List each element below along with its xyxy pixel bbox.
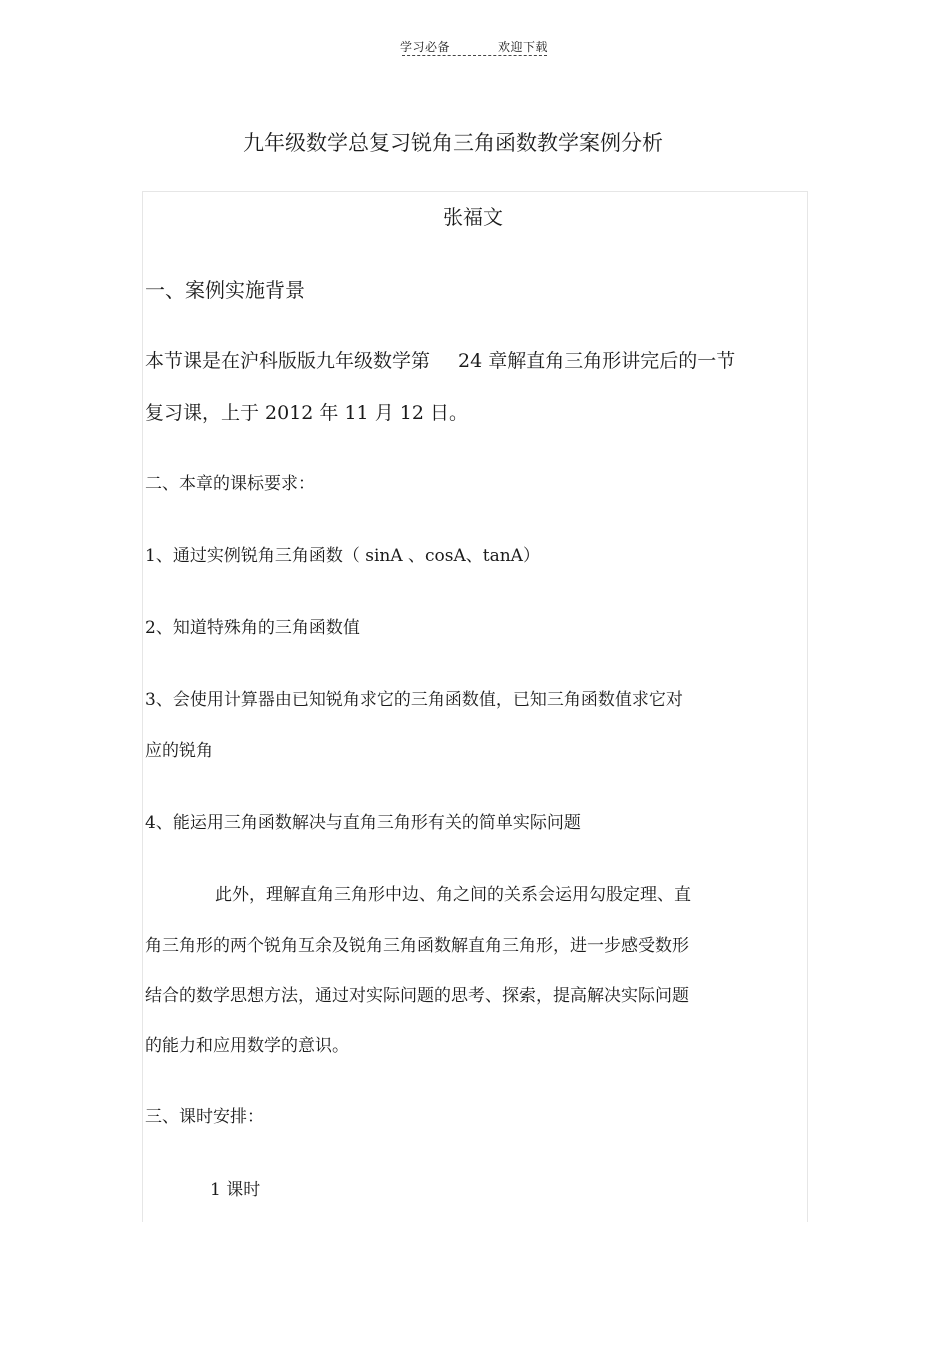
- section-heading-background: 一、案例实施背景: [145, 278, 305, 302]
- document-title: 九年级数学总复习锐角三角函数教学案例分析: [243, 131, 663, 155]
- header-right-text: 欢迎下载: [498, 40, 549, 54]
- requirement-item-3-line-1: 3、会使用计算器由已知锐角求它的三角函数值，已知三角函数值求它对: [145, 690, 683, 710]
- supplement-paragraph-line-1: 此外，理解直角三角形中边、角之间的关系会运用勾股定理、直: [215, 885, 691, 905]
- header-left-text: 学习必备: [400, 40, 451, 54]
- requirement-item-2: 2、知道特殊角的三角函数值: [145, 618, 360, 638]
- schedule-value: 1 课时: [210, 1180, 261, 1200]
- supplement-paragraph-line-4: 的能力和应用数学的意识。: [145, 1036, 349, 1056]
- background-text-b: 24 章解直角三角形讲完后的一节: [458, 350, 736, 372]
- supplement-paragraph-line-3: 结合的数学思想方法，通过对实际问题的思考、探索，提高解决实际问题: [145, 986, 689, 1006]
- background-paragraph-line-2: 复习课，上于 2012 年 11 月 12 日。: [145, 402, 468, 424]
- section-heading-requirements: 二、本章的课标要求：: [145, 474, 315, 494]
- section-heading-schedule: 三、课时安排：: [145, 1107, 264, 1127]
- header-divider: [402, 55, 547, 56]
- author-name: 张福文: [443, 205, 503, 229]
- requirement-item-1: 1、通过实例锐角三角函数（ sinA 、cosA、tanA）: [145, 546, 540, 566]
- supplement-paragraph-line-2: 角三角形的两个锐角互余及锐角三角函数解直角三角形，进一步感受数形: [145, 936, 689, 956]
- page-header: [400, 38, 548, 55]
- background-paragraph-line-1: [145, 346, 735, 373]
- requirement-item-4: 4、能运用三角函数解决与直角三角形有关的简单实际问题: [145, 813, 581, 833]
- background-text-a: 本节课是在沪科版版九年级数学第: [145, 350, 431, 372]
- requirement-item-3-line-2: 应的锐角: [145, 741, 213, 761]
